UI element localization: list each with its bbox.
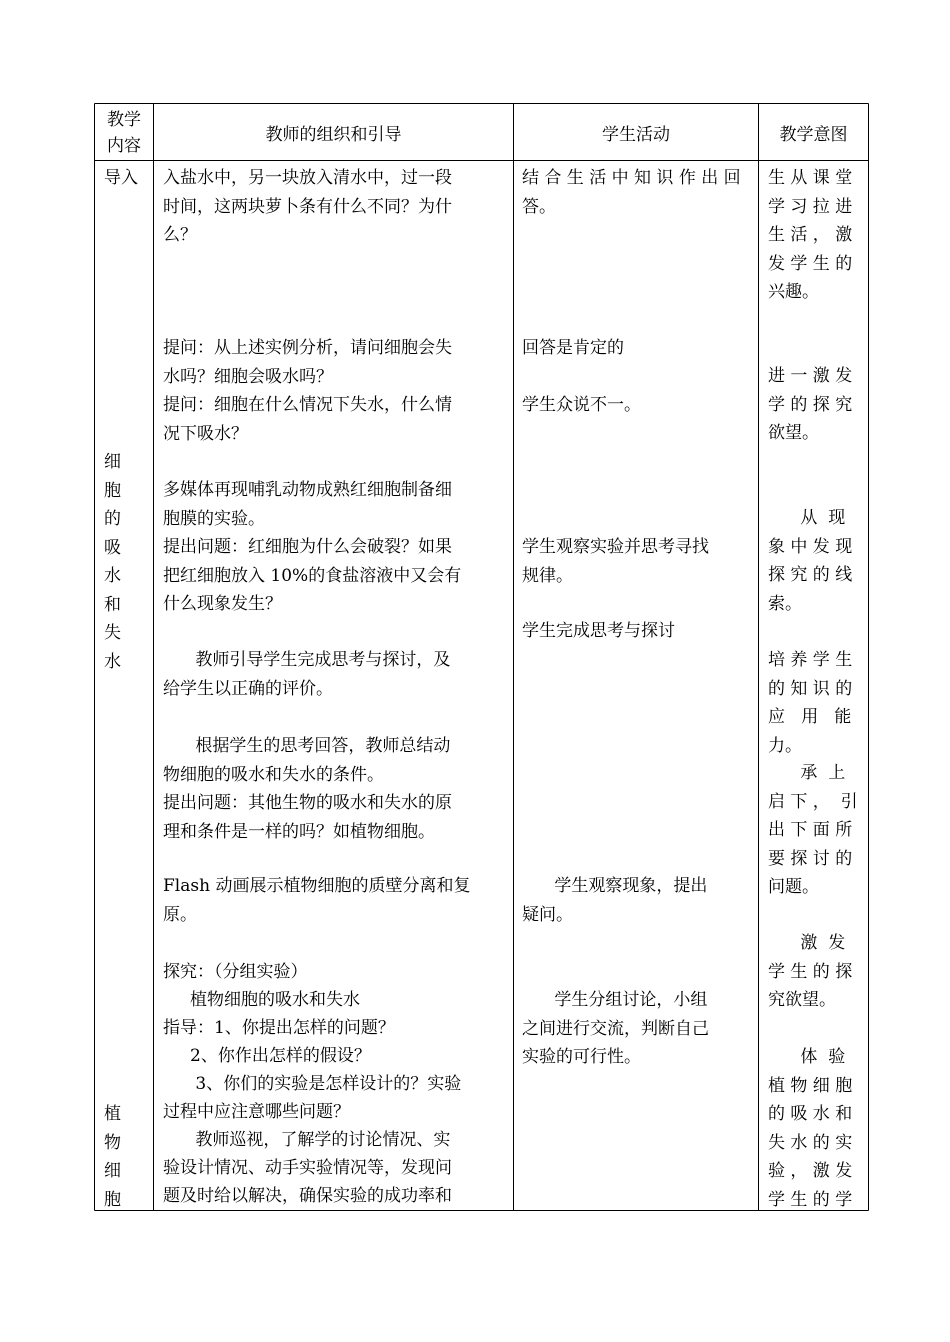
student-observe: 学生观察实验并思考寻找 规律。 — [522, 537, 709, 586]
header-content: 教学 内容 — [107, 110, 141, 156]
content-intro: 导入 — [104, 168, 138, 188]
teacher-summary: 根据学生的思考回答，教师总结动 物细胞的吸水和失水的条件。 提出问题：其他生物的吸水和失水的原 理和条件是一样的吗？如植物细胞。 — [163, 736, 452, 842]
intent-ability: 培 养 学 生 的 知 识 的 应 用 能 力。 — [768, 650, 853, 756]
content-plant-cell: 植 物 细 胞 — [104, 1104, 121, 1210]
teacher-explore: 探究：（分组实验） 植物细胞的吸水和失水 指导：1、你提出怎样的问题？ 2、你作出怎样的假设？ 3、你们的实验是怎样设计的？实验 过程中应注意哪些问题？ 教师巡视，了解学的讨论情况、实 验设计情况、动手实验情况等，发现问 题及时给以解决，确保实验的成功率和 — [163, 962, 462, 1206]
teacher-guide: 教师引导学生完成思考与探讨，及 给学生以正确的评价。 — [163, 650, 451, 699]
header-teacher: 教师的组织和引导 — [265, 125, 402, 145]
teacher-red-cell: 多媒体再现哺乳动物成熟红细胞制备细 胞膜的实验。 提出问题：红细胞为什么会破裂？如果 把红细胞放入 10%的食盐溶液中又会有 什么现象发生？ — [163, 480, 462, 614]
student-group: 学生分组讨论，小组 之间进行交流，判断自己 实验的可行性。 — [522, 990, 709, 1067]
header-student: 学生活动 — [602, 125, 670, 145]
teacher-question-1: 提问：从上述实例分析，请问细胞会失 水吗？细胞会吸水吗？ 提问：细胞在什么情况下失水，什么情 况下吸水？ — [163, 338, 452, 444]
student-think: 学生完成思考与探讨 — [522, 621, 675, 641]
teacher-flash: Flash 动画展示植物细胞的质壁分离和复 原。 — [163, 876, 471, 925]
student-intro: 结 合 生 活 中 知 识 作 出 回 答。 — [522, 168, 741, 217]
student-answer-2: 学生众说不一。 — [522, 395, 641, 415]
student-flash: 学生观察现象，提出 疑问。 — [522, 876, 708, 925]
intent-intro: 生 从 课 堂 学 习 拉 进 生 活 ， 激 发 学 生 的 兴趣。 — [768, 168, 853, 302]
intent-experience: 体 验 植 物 细 胞 的 吸 水 和 失 水 的 实 验 ， 激 发 学 生 的 学 — [768, 1047, 853, 1210]
intent-discover: 从 现 象 中 发 现 探 究 的 线 索。 — [768, 508, 853, 614]
intent-transition: 承 上 启 下 ， 引 出 下 面 所 要 探 讨 的 问题。 — [768, 763, 858, 897]
teacher-intro: 入盐水中，另一块放入清水中，过一段 时间，这两块萝卜条有什么不同？为什 么？ — [163, 168, 452, 245]
student-answer-1: 回答是肯定的 — [522, 338, 624, 358]
content-cell-water: 细 胞 的 吸 水 和 失 水 — [104, 452, 121, 672]
intent-inspire: 进 一 激 发 学 的 探 究 欲望。 — [768, 366, 853, 443]
header-intent: 教学意图 — [779, 125, 848, 145]
intent-explore: 激 发 学 生 的 探 究欲望。 — [768, 933, 853, 1010]
